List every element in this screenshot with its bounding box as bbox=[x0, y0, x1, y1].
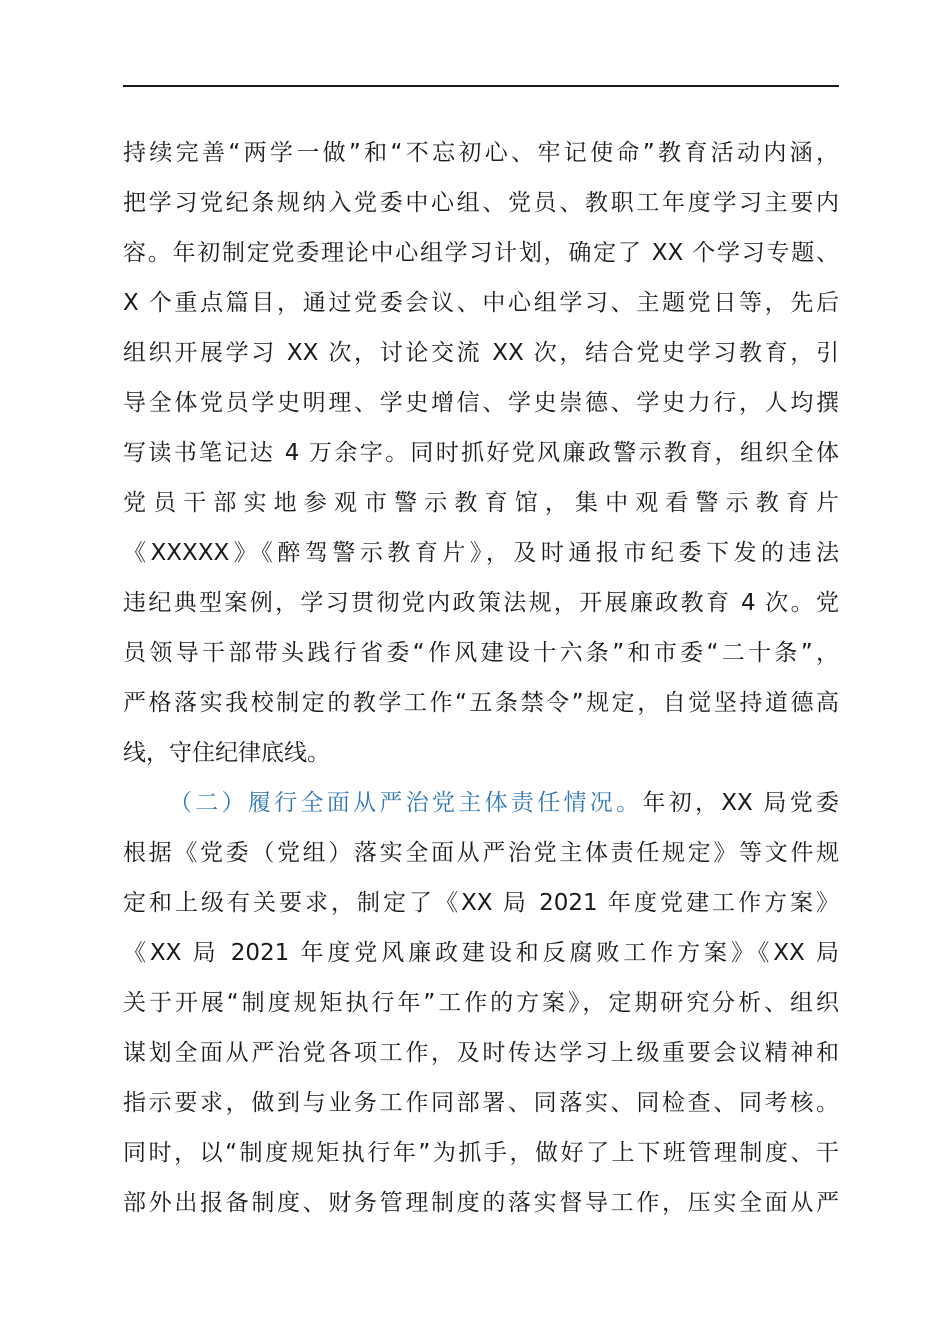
paragraph-1-line: 容。年初制定党委理论中心组学习计划，确定了 XX 个学习专题、 bbox=[123, 240, 839, 266]
paragraph-2-line: 根据《党委（党组）落实全面从严治党主体责任规定》等文件规 bbox=[123, 840, 839, 866]
paragraph-2-line: 定和上级有关要求，制定了《XX 局 2021 年度党建工作方案》 bbox=[123, 890, 839, 916]
paragraph-1-line: X 个重点篇目，通过党委会议、中心组学习、主题党日等，先后 bbox=[123, 290, 839, 316]
paragraph-2-line: 同时，以“制度规矩执行年”为抓手，做好了上下班管理制度、干 bbox=[123, 1140, 839, 1166]
paragraph-2-first-line-text: 年初，XX 局党委 bbox=[642, 790, 840, 816]
paragraph-1-line: 把学习党纪条规纳入党委中心组、党员、教职工年度学习主要内 bbox=[123, 190, 839, 216]
paragraph-1-line: 违纪典型案例，学习贯彻党内政策法规，开展廉政教育 4 次。党 bbox=[123, 590, 839, 616]
paragraph-2-first-line bbox=[123, 778, 839, 828]
paragraph-2-line: 部外出报备制度、财务管理制度的落实督导工作，压实全面从严 bbox=[123, 1190, 839, 1216]
paragraph-1-line: 线，守住纪律底线。 bbox=[123, 740, 330, 766]
document-body bbox=[123, 128, 839, 1228]
header-rule bbox=[123, 85, 839, 87]
paragraph-2-line: 关于开展“制度规矩执行年”工作的方案》，定期研究分析、组织 bbox=[123, 990, 839, 1016]
paragraph-1-line: 写读书笔记达 4 万余字。同时抓好党风廉政警示教育，组织全体 bbox=[123, 440, 839, 466]
paragraph-2-line: 《XX 局 2021 年度党风廉政建设和反腐败工作方案》《XX 局 bbox=[123, 940, 839, 966]
paragraph-1-line: 导全体党员学史明理、学史增信、学史崇德、学史力行，人均撰 bbox=[123, 390, 839, 416]
section-heading: （二）履行全面从严治党主体责任情况。 bbox=[169, 790, 643, 816]
paragraph-1-line: 党员干部实地参观市警示教育馆，集中观看警示教育片 bbox=[123, 490, 839, 516]
paragraph-1-line: 组织开展学习 XX 次，讨论交流 XX 次，结合党史学习教育，引 bbox=[123, 340, 839, 366]
paragraph-1-line: 严格落实我校制定的教学工作“五条禁令”规定，自觉坚持道德高 bbox=[123, 690, 839, 716]
paragraph-2-line: 谋划全面从严治党各项工作，及时传达学习上级重要会议精神和 bbox=[123, 1040, 839, 1066]
paragraph-1-line: 持续完善“两学一做”和“不忘初心、牢记使命”教育活动内涵， bbox=[123, 140, 839, 166]
paragraph-1-line: 《XXXXX》《醉驾警示教育片》，及时通报市纪委下发的违法 bbox=[123, 540, 839, 566]
paragraph-2-line: 指示要求，做到与业务工作同部署、同落实、同检查、同考核。 bbox=[123, 1090, 839, 1116]
paragraph-1-line: 员领导干部带头践行省委“作风建设十六条”和市委“二十条”， bbox=[123, 640, 839, 666]
